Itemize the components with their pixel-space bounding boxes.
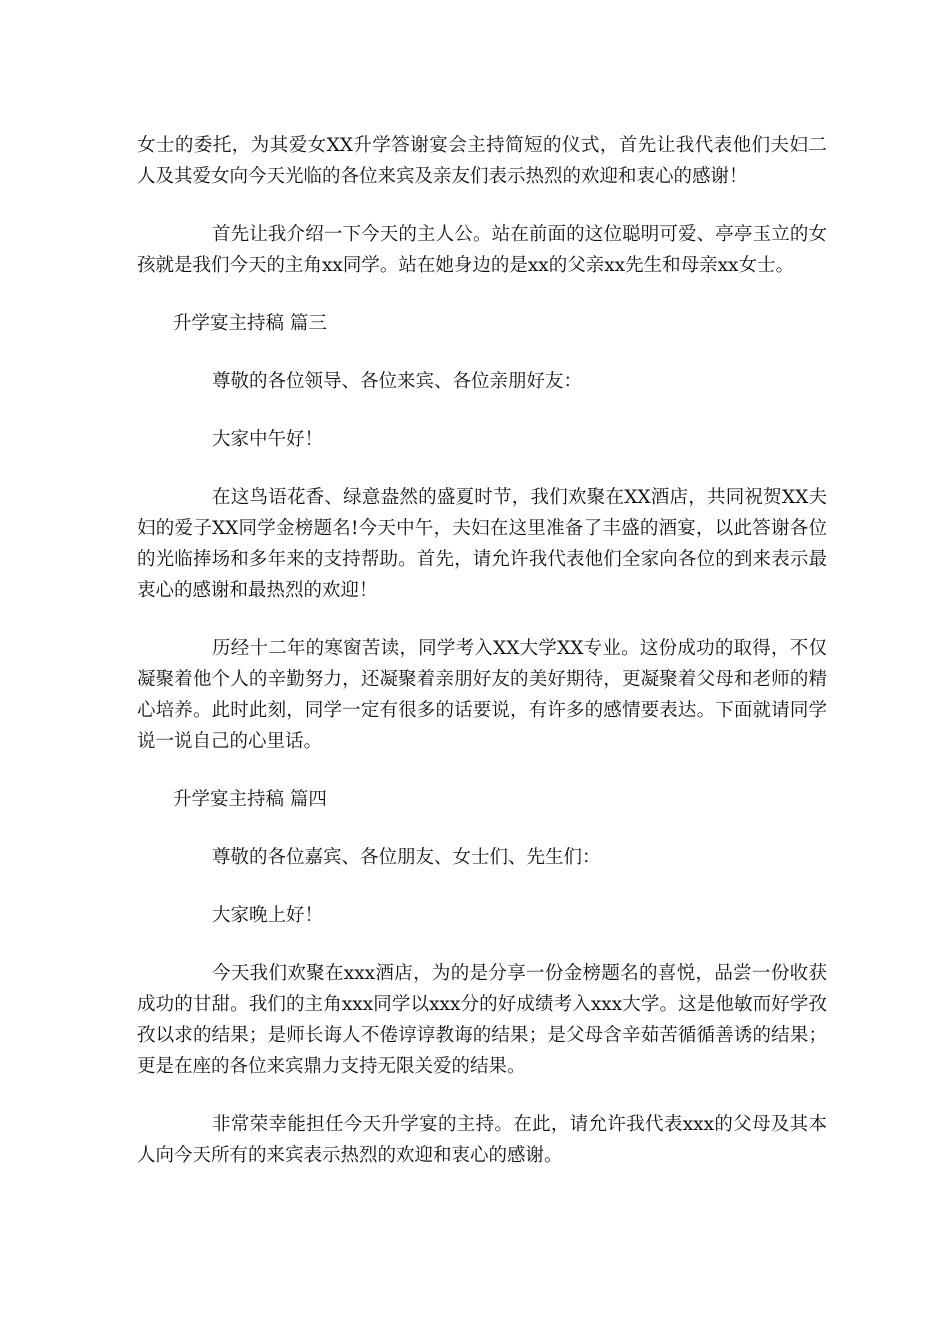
paragraph-continuation: 女士的委托，为其爱女XX升学答谢宴会主持简短的仪式，首先让我代表他们夫妇二人及其爱女向今天光临的各位来宾及亲友们表示热烈的欢迎和衷心的感谢！	[137, 135, 827, 187]
greeting: 大家中午好！	[212, 429, 324, 450]
salutation: 尊敬的各位嘉宾、各位朋友、女士们、先生们：	[212, 847, 601, 868]
paragraph-achievement: 历经十二年的寒窗苦读，同学考入XX大学XX专业。这份成功的取得，不仅凝聚着他个人的辛勤努力，还凝聚着亲朋好友的美好期待，更凝聚着父母和老师的精心培养。此时此刻，同学一定有很多的话要说，有许多的感情要表达。下面就请同学说一说自己的心里话。	[137, 638, 827, 752]
salutation: 尊敬的各位领导、各位来宾、各位亲朋好友：	[212, 371, 583, 392]
paragraph-introduction: 首先让我介绍一下今天的主人公。站在前面的这位聪明可爱、亭亭玉立的女孩就是我们今天的主角xx同学。站在她身边的是xx的父亲xx先生和母亲xx女士。	[137, 224, 827, 276]
document-body	[137, 130, 827, 1198]
paragraph-celebration: 今天我们欢聚在xxx酒店，为的是分享一份金榜题名的喜悦，品尝一份收获成功的甘甜。我们的主角xxx同学以xxx分的好成绩考入xxx大学。这是他敏而好学孜孜以求的结果；是师长诲人不倦谆谆教诲的结果；是父母含辛茹苦循循善诱的结果；更是在座的各位来宾鼎力支持无限关爱的结果。	[137, 963, 827, 1077]
paragraph-thanks: 非常荣幸能担任今天升学宴的主持。在此，请允许我代表xxx的父母及其本人向今天所有的来宾表示热烈的欢迎和衷心的感谢。	[137, 1114, 827, 1166]
section-heading-part-three: 升学宴主持稿 篇三	[173, 313, 327, 334]
paragraph-opening: 在这鸟语花香、绿意盎然的盛夏时节，我们欢聚在XX酒店，共同祝贺XX夫妇的爱子XX同学金榜题名!今天中午，夫妇在这里准备了丰盛的酒宴，以此答谢各位的光临捧场和多年来的支持帮助。首先，请允许我代表他们全家向各位的到来表示最衷心的感谢和最热烈的欢迎！	[137, 487, 827, 601]
section-heading-part-four: 升学宴主持稿 篇四	[173, 789, 327, 810]
greeting: 大家晚上好！	[212, 905, 324, 926]
